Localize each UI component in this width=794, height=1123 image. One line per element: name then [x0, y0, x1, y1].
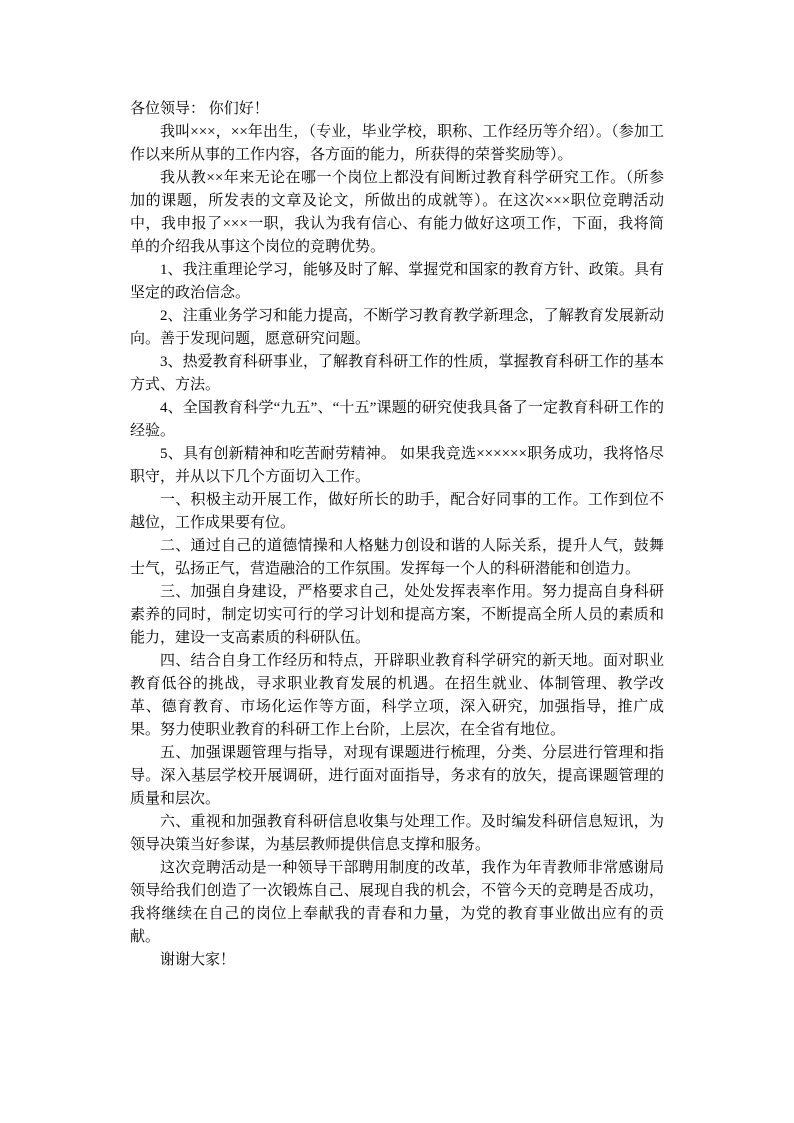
- paragraph-advantage-3: 3、热爱教育科研事业，了解教育科研工作的性质，掌握教育科研工作的基本方式、方法。: [130, 354, 664, 393]
- paragraph-advantage-2: 2、注重业务学习和能力提高，不断学习教育教学新理念，了解教育发展新动向。善于发现问题，愿意研究问题。: [130, 308, 664, 347]
- paragraph-thanks: 谢谢大家！: [160, 952, 236, 968]
- document-body: [130, 98, 664, 972]
- paragraph-advantage-5: 5、具有创新精神和吃苦耐劳精神。 如果我竞选××××××职务成功，我将恪尽职守，并从以下几个方面切入工作。: [130, 446, 664, 485]
- paragraph-background: 我从教××年来无论在哪一个岗位上都没有间断过教育科学研究工作。（所参加的课题，所发表的文章及论文，所做出的成就等）。在这次×××职位竞聘活动中，我申报了×××一职，我认为我有信心、有能力做好这项工作，下面，我将简单的介绍我从事这个岗位的竞聘优势。: [130, 170, 664, 255]
- paragraph-plan-3: 三、加强自身建设，严格要求自己，处处发挥表率作用。努力提高自身科研素养的同时，制定切实可行的学习计划和提高方案，不断提高全所人员的素质和能力，建设一支高素质的科研队伍。: [130, 584, 664, 646]
- paragraph-plan-6: 六、重视和加强教育科研信息收集与处理工作。及时编发科研信息短讯，为领导决策当好参谋，为基层教师提供信息支撑和服务。: [130, 814, 664, 853]
- paragraph-advantage-4: 4、全国教育科学“九五”、“十五”课题的研究使我具备了一定教育科研工作的经验。: [130, 400, 664, 439]
- paragraph-plan-2: 二、通过自己的道德情操和人格魅力创设和谐的人际关系，提升人气，鼓舞士气，弘扬正气，营造融洽的工作氛围。发挥每一个人的科研潜能和创造力。: [130, 538, 664, 577]
- paragraph-plan-4: 四、结合自身工作经历和特点，开辟职业教育科学研究的新天地。面对职业教育低谷的挑战，寻求职业教育发展的机遇。在招生就业、体制管理、教学改革、德育教育、市场化运作等方面，科学立项，深入研究，加强指导，推广成果。努力使职业教育的科研工作上台阶，上层次，在全省有地位。: [130, 653, 664, 738]
- paragraph-plan-1: 一、积极主动开展工作，做好所长的助手，配合好同事的工作。工作到位不越位，工作成果要有位。: [130, 492, 664, 531]
- paragraph-advantage-1: 1、我注重理论学习，能够及时了解、掌握党和国家的教育方针、政策。具有坚定的政治信念。: [130, 262, 664, 301]
- paragraph-plan-5: 五、加强课题管理与指导，对现有课题进行梳理，分类、分层进行管理和指导。深入基层学校开展调研，进行面对面指导，务求有的放矢，提高课题管理的质量和层次。: [130, 745, 664, 807]
- paragraph-closing: 这次竞聘活动是一种领导干部聘用制度的改革，我作为年青教师非常感谢局领导给我们创造了一次锻炼自己、展现自我的机会，不管今天的竞聘是否成功，我将继续在自己的岗位上奉献我的青春和力量，为党的教育事业做出应有的贡献。: [130, 860, 664, 945]
- salutation-line: 各位领导： 你们好！: [130, 101, 269, 117]
- paragraph-intro: 我叫×××，××年出生，（专业，毕业学校，职称、工作经历等介绍）。（参加工作以来所从事的工作内容，各方面的能力，所获得的荣誉奖励等）。: [130, 124, 664, 163]
